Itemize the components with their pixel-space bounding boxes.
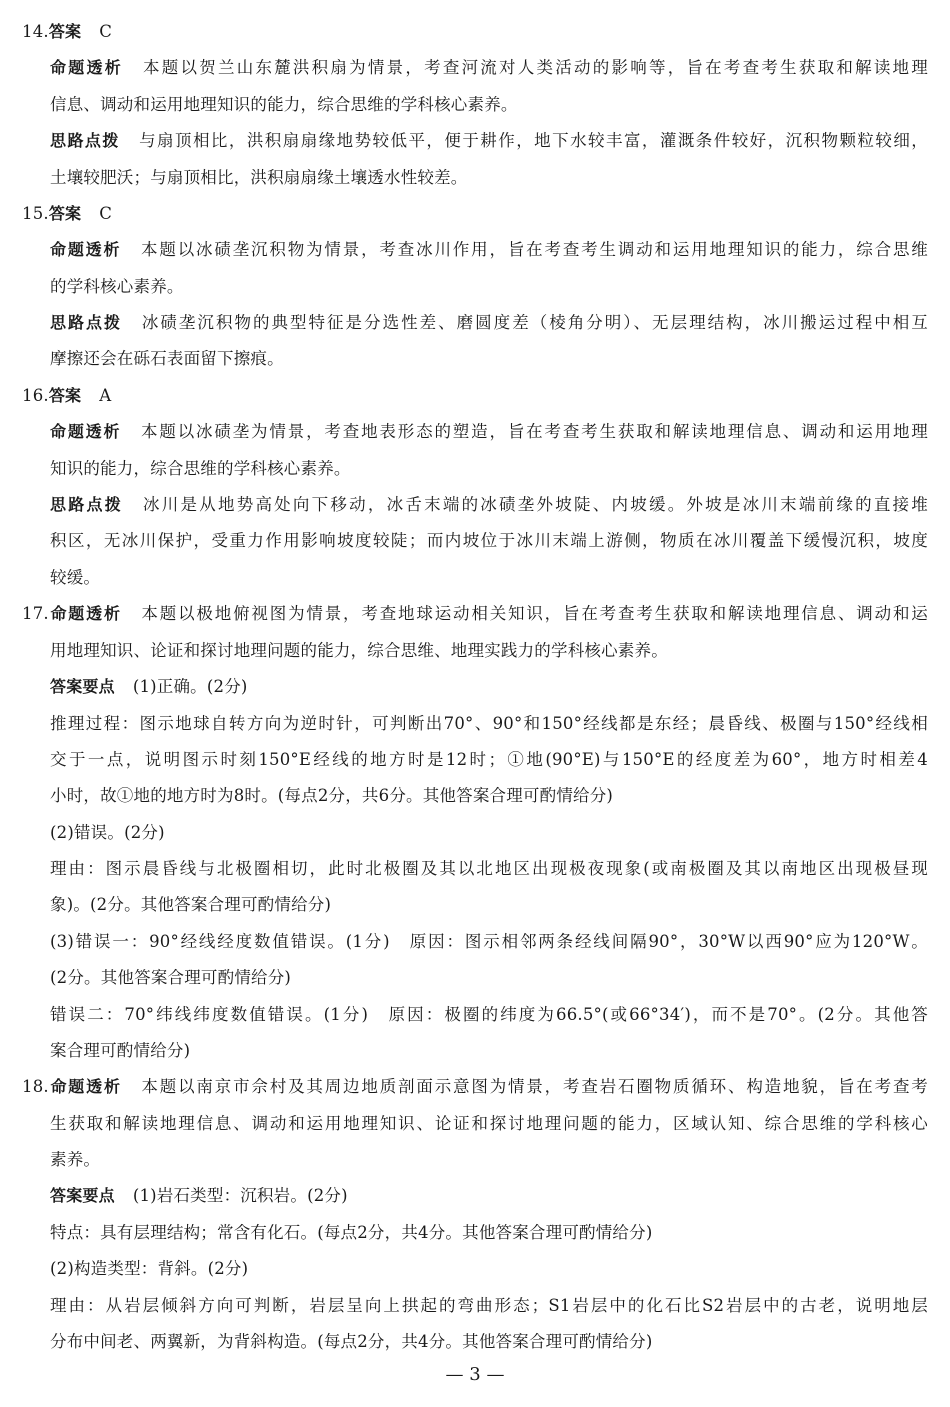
q14-analysis-line-1 — [50, 56, 928, 80]
analysis-text: 本题以冰碛垄沉积物为情景，考查冰川作用，旨在考查考生调动和运用地理知识的能力，综合思维 — [139, 240, 928, 259]
q15-answer-line — [22, 202, 928, 226]
question-number: 15. — [22, 204, 49, 223]
key-points-label: 答案要点 — [50, 677, 115, 696]
q16-answer-line — [22, 384, 928, 408]
q17-body-line: 交于一点，说明图示时刻150°E经线的地方时是12时；①地(90°E)与150°E的经度差为60°，地方时相差4 — [50, 750, 928, 769]
q18-body-line: (2)构造类型：背斜。(2分) — [50, 1259, 249, 1278]
q17-analysis-line-1 — [22, 602, 928, 626]
question-number: 18. — [22, 1077, 49, 1096]
hint-text: 与扇顶相比，洪积扇扇缘地势较低平，便于耕作，地下水较丰富，灌溉条件较好，沉积物颗粒较细， — [137, 131, 928, 150]
analysis-text: 本题以冰碛垄为情景，考查地表形态的塑造，旨在考查考生获取和解读地理信息、调动和运用地理 — [139, 422, 928, 441]
answer-value: C — [99, 22, 113, 41]
page-number: — 3 — — [445, 1364, 505, 1385]
q18-analysis-line-1 — [22, 1075, 928, 1099]
q17-body-line: 错误二：70°纬线纬度数值错误。(1分) 原因：极圈的纬度为66.5°(或66°34′)，而不是70°。(2分。其他答 — [50, 1005, 928, 1024]
answer-value: A — [99, 386, 112, 405]
question-number: 17. — [22, 604, 49, 623]
hint-label: 思路点拨 — [50, 131, 120, 150]
analysis-text: 本题以极地俯视图为情景，考查地球运动相关知识，旨在考查考生获取和解读地理信息、调动和运 — [139, 604, 928, 623]
q14-hint-line-2: 土壤较肥沃；与扇顶相比，洪积扇扇缘土壤透水性较差。 — [50, 168, 468, 187]
q18-key-line — [50, 1184, 928, 1208]
q15-hint-line-1 — [50, 311, 928, 335]
answer-label: 答案 — [48, 204, 82, 223]
answer-label: 答案 — [48, 22, 82, 41]
analysis-label: 命题透析 — [50, 422, 122, 441]
q18-body-line: 理由：从岩层倾斜方向可判断，岩层呈向上拱起的弯曲形态；S1岩层中的化石比S2岩层中的古老，说明地层 — [50, 1296, 928, 1315]
q14-hint-line-1 — [50, 129, 928, 153]
answer-value: C — [99, 204, 113, 223]
q14-answer-line — [22, 20, 928, 44]
q17-key-line — [50, 675, 928, 699]
analysis-label: 命题透析 — [48, 1077, 122, 1096]
q16-hint-line-2: 积区，无冰川保护，受重力作用影响坡度较陡；而内坡位于冰川末端上游侧，物质在冰川覆盖下缓慢沉积，坡度 — [50, 531, 928, 550]
q17-analysis-line-2: 用地理知识、论证和探讨地理问题的能力，综合思维、地理实践力的学科核心素养。 — [50, 641, 668, 660]
hint-text: 冰碛垄沉积物的典型特征是分选性差、磨圆度差（棱角分明）、无层理结构，冰川搬运过程中相互 — [140, 313, 928, 332]
q17-body-line: (2分。其他答案合理可酌情给分) — [50, 968, 292, 987]
key-points-label: 答案要点 — [50, 1186, 115, 1205]
question-number: 14. — [22, 22, 49, 41]
q16-analysis-line-2: 知识的能力，综合思维的学科核心素养。 — [50, 459, 351, 478]
q15-analysis-line-2: 的学科核心素养。 — [50, 277, 184, 296]
q17-body-line: 理由：图示晨昏线与北极圈相切，此时北极圈及其以北地区出现极夜现象(或南极圈及其以南地区出现极昼现 — [50, 859, 928, 878]
key-points-text: (1)岩石类型：沉积岩。(2分) — [132, 1186, 348, 1205]
answer-label: 答案 — [48, 386, 82, 405]
hint-label: 思路点拨 — [50, 495, 123, 514]
q16-hint-line-3: 较缓。 — [50, 568, 101, 587]
question-number: 16. — [22, 386, 49, 405]
q17-body-line: (2)错误。(2分) — [50, 823, 165, 842]
q17-body-line: 案合理可酌情给分) — [50, 1041, 191, 1060]
q18-body-line: 特点：具有层理结构；常含有化石。(每点2分，共4分。其他答案合理可酌情给分) — [50, 1223, 653, 1242]
analysis-label: 命题透析 — [48, 604, 122, 623]
q17-body-line: 小时，故①地的地方时为8时。(每点2分，共6分。其他答案合理可酌情给分) — [50, 786, 614, 805]
q18-analysis-line-3: 素养。 — [50, 1150, 101, 1169]
q17-body-line: 推理过程：图示地球自转方向为逆时针，可判断出70°、90°和150°经线都是东经；晨昏线、极圈与150°经线相 — [50, 714, 928, 733]
q14-analysis-line-2: 信息、调动和运用地理知识的能力，综合思维的学科核心素养。 — [50, 95, 518, 114]
analysis-text: 本题以南京市佘村及其周边地质剖面示意图为情景，考查岩石圈物质循环、构造地貌，旨在考查考 — [139, 1077, 928, 1096]
q18-body-line: 分布中间老、两翼新，为背斜构造。(每点2分，共4分。其他答案合理可酌情给分) — [50, 1332, 653, 1351]
analysis-label: 命题透析 — [50, 240, 122, 259]
q16-hint-line-1 — [50, 493, 928, 517]
analysis-text: 本题以贺兰山东麓洪积扇为情景，考查河流对人类活动的影响等，旨在考查考生获取和解读地理 — [140, 58, 928, 77]
hint-text: 冰川是从地势高处向下移动，冰舌末端的冰碛垄外坡陡、内坡缓。外坡是冰川末端前缘的直接堆 — [140, 495, 928, 514]
key-points-text: (1)正确。(2分) — [132, 677, 248, 696]
q15-hint-line-2: 摩擦还会在砾石表面留下擦痕。 — [50, 349, 284, 368]
q17-body-line: 象)。(2分。其他答案合理可酌情给分) — [50, 895, 332, 914]
q18-analysis-line-2: 生获取和解读地理信息、调动和运用地理知识、论证和探讨地理问题的能力，区域认知、综合思维的学科核心 — [50, 1114, 928, 1133]
q17-body-line: (3)错误一：90°经线经度数值错误。(1分) 原因：图示相邻两条经线间隔90°，30°W以西90°应为120°W。 — [50, 932, 928, 951]
hint-label: 思路点拨 — [50, 313, 123, 332]
q15-analysis-line-1 — [50, 238, 928, 262]
q16-analysis-line-1 — [50, 420, 928, 444]
analysis-label: 命题透析 — [50, 58, 123, 77]
